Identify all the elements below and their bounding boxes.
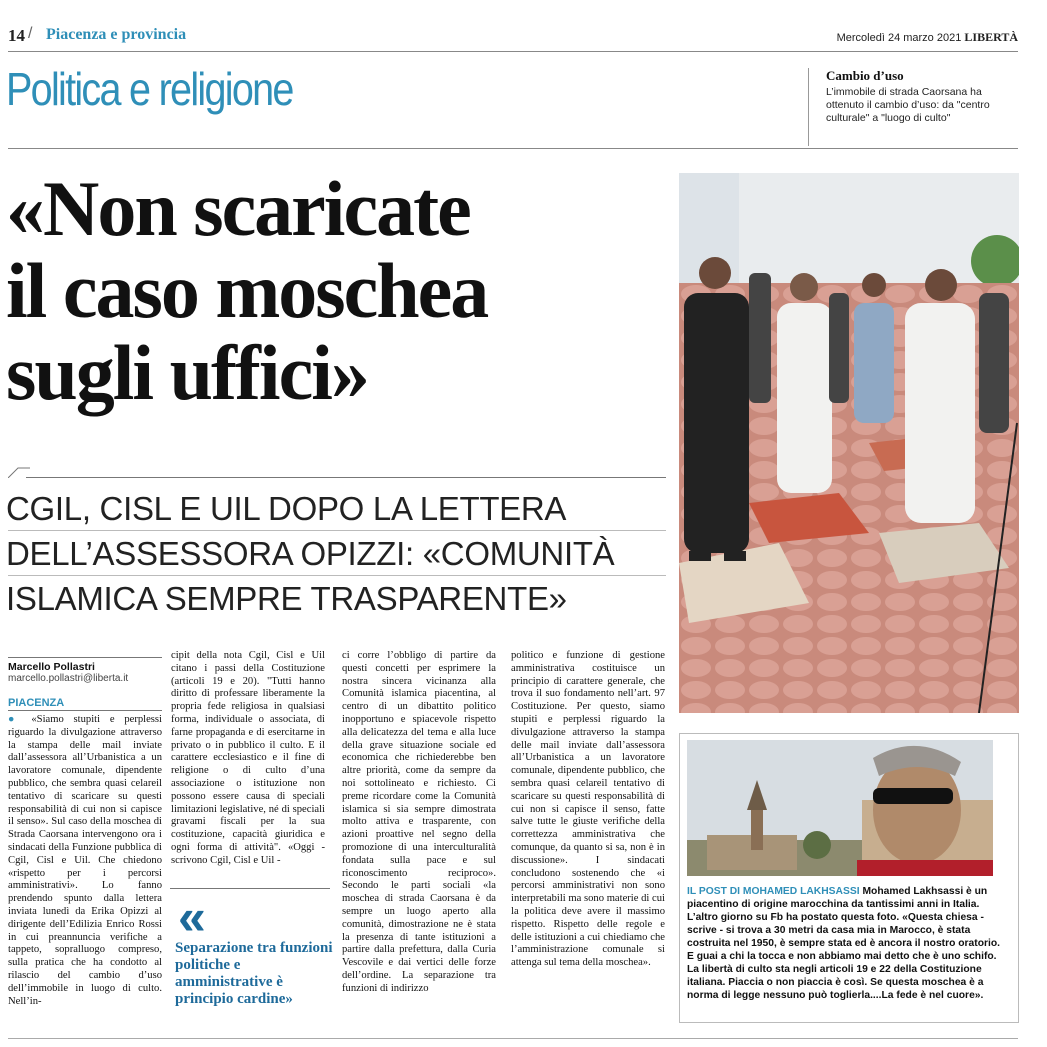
article-column-2	[171, 650, 325, 882]
header-rule	[8, 148, 1018, 149]
subtitle	[6, 486, 666, 621]
headline-line: «Non scaricate	[6, 165, 470, 252]
subtitle-rule	[8, 575, 666, 576]
article-column-4	[511, 650, 665, 1025]
newspaper-name: LIBERTÀ	[964, 30, 1018, 44]
subtitle-rule	[8, 530, 666, 531]
pull-quote-text: Separazione tra funzioni politiche e amministrative è principio cardine»	[175, 940, 333, 1007]
sidebar-divider	[808, 68, 809, 146]
page-header	[8, 26, 1018, 52]
column-text: ci corre l’obbligo di partire da questi concetti per esprimere la nostra sincera vicinanza alla Comunità islamica piacentina, al centro di un dibattito politico inopportuno e spiacevole rispetto alla delicatezza del tema e alla luce della grave situazione sociale ed economica che richiederebbe ben altre priorità, come da sempre da noi sottolineato e richiesto. Ci preme ricordare come la Comunità islamica si sia sempre dimostrata molto attiva e trasparente, con azioni proattive nel segno della promozione di una interculturalità fondata sulla pace e sul riconoscimento reciproco». Secondo le parti sociali «la moschea di strada Caorsana è da sempre un luogo aperto alla comunità, dimostrazione ne è stata la presenza di tante istituzioni a partire dalla prefettura, dalla Curia Vescovile e dai vertici delle forze dell’ordine. La separazione tra funzioni di indirizzo	[342, 650, 496, 994]
author-email: marcello.pollastri@liberta.it	[8, 673, 129, 684]
article-column-1	[8, 714, 162, 1034]
dateline-place: PIACENZA	[8, 697, 162, 711]
footer-rule	[8, 1038, 1018, 1039]
subtitle-line: ISLAMICA SEMPRE TRASPARENTE»	[6, 580, 567, 617]
column-text: cipit della nota Cgil, Cisl e Uil citano i passi della Costituzione (articoli 19 e 20). "Tutti hanno diritto di professare liberamente la propria fede religiosa in qualsiasi forma, individuale o associata, di farne propaganda e di esercitarne in privato o in pubblico il culto. E il carattere ecclesiastico e il fine di religione o di culto d’una associazione o istituzione non possono essere causa di speciali limitazioni legislative, né di speciali gravami fiscali per la sua costituzione, capacità giuridica e ogni forma di attività". «Oggi - scrivono Cgil, Cisl e Uil -	[171, 650, 325, 866]
article-column-3	[342, 650, 496, 1025]
headline-line: sugli uffici»	[6, 329, 368, 416]
rubric-title: Politica e religione	[6, 63, 293, 115]
main-photo	[679, 173, 1019, 713]
caption-kicker: IL POST DI MOHAMED LAKHSASSI	[687, 886, 860, 897]
dateline	[837, 30, 1018, 45]
photo-caption	[687, 885, 1007, 1002]
page-number: 14	[8, 26, 25, 45]
column-text: «Siamo stupiti e perplessi riguardo la divulgazione attraverso la stampa delle mail inviate dall’assessora all’Urbanistica a un lavoratore comunale, dipendente pubblico, che sembra quasi celareil tentativo di scaricare su questi responsabilità di cui non si capisce il senso». Sul caso della moschea di Strada Caorsana intervengono ora i sindacati della Funzione pubblica di Cgil, Cisl e Uil. Che chiedono «rispetto per i percorsi amministrativi». Lo fanno prendendo spunto dalla lettera inviata lunedì da Erika Opizzi al dirigente dell’Edilizia Enrico Rossi in cui preannuncia verifiche a tappeto, sopralluogo compreso, sulla pratica che ha condotto al rilascio del cambio d’uso dell’immobile in luogo di culto. Nell’in-	[8, 714, 162, 1007]
byline	[8, 657, 162, 684]
section-name: Piacenza e provincia	[46, 26, 187, 43]
bullet-icon: ●	[8, 714, 22, 725]
subtitle-rule	[26, 477, 666, 478]
caption-text: Mohamed Lakhsassi è un piacentino di origine marocchina da tantissimi anni in Italia. L’altro giorno su Fb ha postato questa foto. «Questa chiesa - scrive - si trova a 30 metri da casa mia in Marocco, è stata costruita nel 1950, è sempre stata ed è ancora il nostro oratorio. E guai a chi la tocca e non abbiamo mai detto che è uno schifo. La libertà di culto sta negli articoli 19 e 22 della Costituzione italiana. Piaccia o non piaccia è così. Se questa moschea è a norma di legge nessuno può toglierla....La fede è nel cuore».	[687, 886, 1001, 1001]
issue-date: Mercoledì 24 marzo 2021	[836, 32, 962, 44]
header-slash: /	[28, 25, 33, 42]
column-text: politico e funzione di gestione amministrativa costituisce un principio di carattere generale, che trova il suo fondamento nell’art. 97 Costituzione. Per questo, siamo stupiti e perplessi riguardo la divulgazione attraverso la stampa delle mail inviate dall’assessora all’Urbanistica a un lavoratore comunale, dipendente pubblico, che sembra quasi celareil tentativo di scaricare su questi responsabilità di cui non si capisce il senso, fatte salve tutte le giuste verifiche della correttezza amministrativa che comunque, da quanto si sa, non è in discussione». I sindacati concludono sostenendo che «i percorsi amministrativi non sono interpretabili ma sono materie di cui la politica deve avere il massimo rispetto. Rispetto delle regole e delle istituzioni a cui chiediamo che l’amministrazione comunale si attenga sul tema della moschea».	[511, 650, 665, 969]
headline-line: il caso moschea	[6, 247, 488, 334]
headline	[6, 165, 676, 416]
author-name: Marcello Pollastri	[8, 661, 95, 673]
pull-quote-mark: «	[178, 889, 206, 945]
sidebar-note-text: L’immobile di strada Caorsana ha ottenuto il cambio d’uso: da "centro culturale" a "luogo di culto"	[826, 86, 990, 124]
sidebar-note-title: Cambio d’uso	[826, 68, 904, 83]
subtitle-line: DELL’ASSESSORA OPIZZI: «COMUNITÀ	[6, 535, 615, 572]
post-photo	[687, 740, 993, 876]
subtitle-line: CGIL, CISL E UIL DOPO LA LETTERA	[6, 490, 567, 527]
